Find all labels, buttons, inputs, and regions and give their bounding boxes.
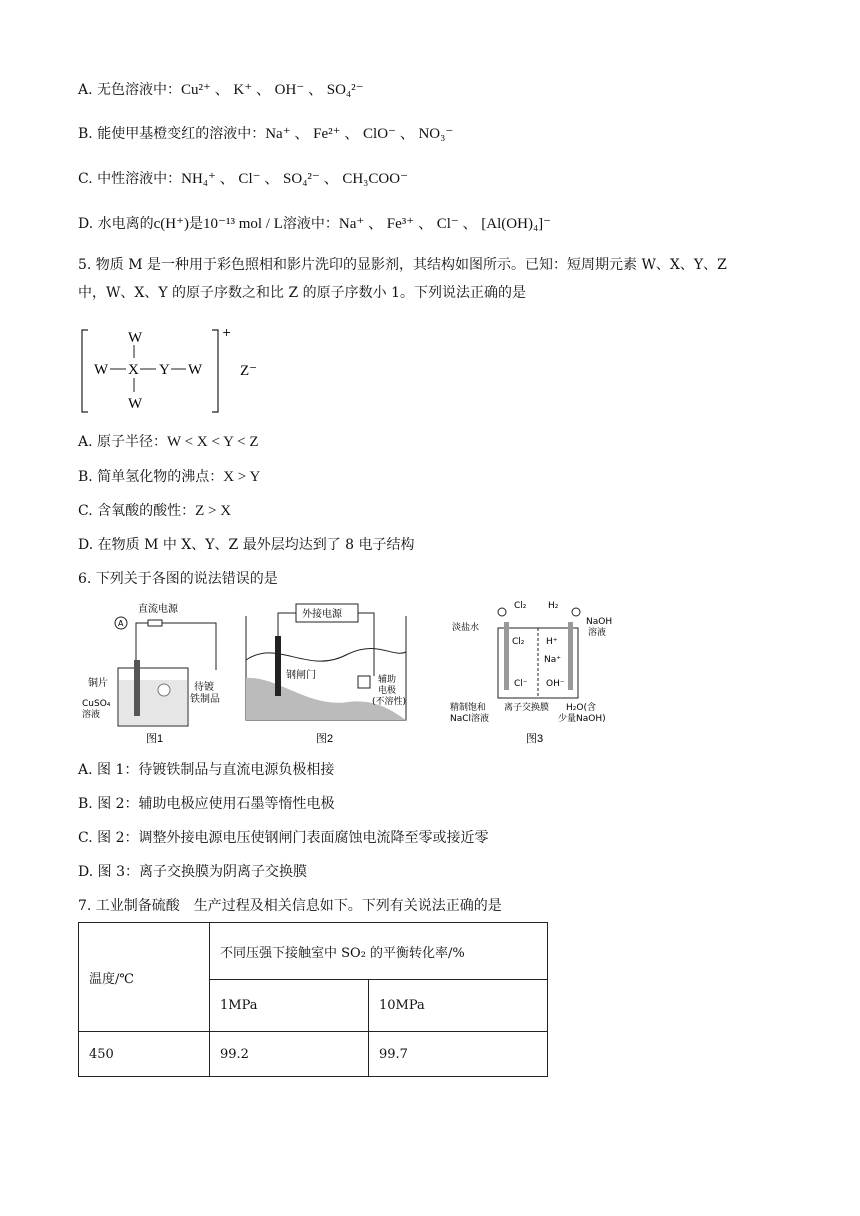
oh-label: OH⁻ — [546, 679, 565, 689]
q5-option-c — [78, 501, 231, 521]
question-text: 中，W、X、Y 的原子序数之和比 Z 的原子序数小 1。下列说法正确的是 — [78, 285, 527, 301]
cathode-icon — [572, 608, 580, 616]
aux-electrode-label — [372, 673, 406, 707]
row-v2: 99.7 — [369, 1032, 548, 1077]
cuso4-line-1: CuSO₄ — [82, 699, 111, 709]
structure-diagram — [78, 326, 278, 418]
iron-item-line-1: 待镀 — [194, 682, 214, 693]
q5-stem — [78, 251, 778, 307]
cl2-label: Cl₂ — [512, 637, 525, 647]
cuso4-line-2: 溶液 — [82, 710, 101, 720]
q4-option-a — [78, 80, 364, 100]
ion-list: NH₄⁺ 、 Cl⁻ 、 SO₄²⁻ 、 CH₃COO⁻ — [181, 171, 409, 187]
ion-list: Cu²⁺ 、 K⁺ 、 OH⁻ 、 SO₄²⁻ — [181, 82, 364, 98]
q6-option-b: B. 图 2：辅助电极应使用石墨等惰性电极 — [78, 796, 335, 812]
option-expr: X > Y — [223, 469, 261, 485]
figure-caption: 图2 — [316, 733, 334, 745]
iron-item-line-2: 铁制品 — [190, 694, 220, 705]
figure-caption: 图3 — [526, 733, 544, 745]
water-line-1: H₂O(含 — [566, 703, 596, 713]
q5-option-d — [78, 535, 415, 555]
option-label: B. 能使甲基橙变红的溶液中： — [78, 126, 266, 142]
atom-w-left: W — [94, 362, 109, 378]
concentration-value: 10⁻¹³ mol / L — [203, 216, 283, 232]
option-label: C. 中性溶液中： — [78, 171, 182, 187]
option-label: D. 在物质 M 中 X、Y、Z 最外层均达到了 8 电子结构 — [78, 537, 415, 553]
iron-item-label — [190, 680, 220, 705]
copper-label: 铜片 — [88, 678, 108, 689]
naoh-line-2: 溶液 — [588, 628, 607, 638]
feed-nacl-label — [450, 701, 489, 724]
rate-header: 不同压强下接触室中 SO₂ 的平衡转化率/% — [210, 923, 548, 980]
naoh-line-1: NaOH — [586, 617, 613, 627]
aux-line-3: (不溶性) — [372, 697, 407, 707]
atom-w-bottom: W — [128, 396, 143, 412]
option-expr: W < X < Y < Z — [167, 434, 259, 450]
q6-stem: 6. 下列关于各图的说法错误的是 — [78, 571, 278, 587]
copper-plate — [134, 660, 140, 716]
option-label: B. 简单氢化物的沸点： — [78, 469, 224, 485]
naoh-label — [586, 617, 612, 638]
atom-w-right: W — [188, 362, 203, 378]
brine-label: 淡盐水 — [452, 623, 480, 633]
cl2-out-label: Cl₂ — [514, 601, 527, 611]
conversion-table — [78, 922, 548, 1077]
figure-1 — [82, 602, 220, 745]
ion-list: Na⁺ 、 Fe³⁺ 、 Cl⁻ 、 [Al(OH)₄]⁻ — [338, 216, 552, 232]
figure-2 — [246, 604, 406, 745]
cl-label: Cl⁻ — [514, 679, 528, 689]
h-concentration: c(H⁺) — [153, 216, 190, 232]
atom-w-top: W — [128, 330, 143, 346]
row-temp: 450 — [79, 1032, 210, 1077]
hplus-label: H⁺ — [546, 637, 558, 647]
electrochemistry-figures — [78, 598, 618, 748]
aux-line-1: 辅助 — [378, 675, 397, 685]
na-label: Na⁺ — [544, 655, 561, 665]
iron-item — [158, 684, 170, 696]
steel-gate — [275, 636, 281, 696]
option-label: A. 原子半径： — [78, 434, 168, 450]
option-label: A. 无色溶液中： — [78, 82, 182, 98]
cuso4-label — [82, 699, 111, 720]
anion: Z⁻ — [240, 363, 258, 379]
h2-out-label: H₂ — [548, 601, 559, 611]
aux-line-2: 电极 — [378, 686, 397, 696]
water-line-2: 少量NaOH) — [558, 714, 606, 724]
option-expr: Z > X — [195, 503, 232, 519]
ion-list: Na⁺ 、 Fe²⁺ 、 ClO⁻ 、 NO₃⁻ — [265, 126, 454, 142]
pressure-1: 1MPa — [210, 980, 369, 1032]
figure-3 — [450, 601, 612, 745]
q4-option-d — [78, 214, 551, 234]
option-label: C. 含氧酸的酸性： — [78, 503, 196, 519]
anode-icon — [498, 608, 506, 616]
q4-option-c — [78, 169, 408, 189]
option-text: 是 — [189, 216, 204, 232]
q5-option-b — [78, 467, 260, 487]
membrane-label: 离子交换膜 — [504, 703, 550, 713]
q6-option-c: C. 图 2：调整外接电源电压使钢闸门表面腐蚀电流降至零或接近零 — [78, 830, 489, 846]
external-power-label: 外接电源 — [302, 609, 342, 620]
q4-option-b — [78, 124, 453, 144]
gate-label: 钢闸门 — [286, 670, 316, 681]
q5-option-a — [78, 432, 259, 452]
q6-option-d: D. 图 3：离子交换膜为阴离子交换膜 — [78, 864, 307, 880]
dc-power-icon — [148, 620, 162, 626]
row-v1: 99.2 — [210, 1032, 369, 1077]
dc-power-label: 直流电源 — [138, 604, 178, 615]
figure-caption: 图1 — [146, 733, 164, 745]
option-label: D. 水电离的 — [78, 216, 154, 232]
feed-line-1: 精制饱和 — [450, 703, 487, 713]
cation-charge: + — [222, 326, 232, 339]
ammeter-label: A — [118, 619, 124, 628]
q7-stem: 7. 工业制备硫酸 生产过程及相关信息如下。下列有关说法正确的是 — [78, 898, 502, 914]
temp-header: 温度/℃ — [79, 923, 210, 1032]
atom-x: X — [128, 362, 139, 378]
atom-y: Y — [159, 362, 170, 378]
aux-electrode — [358, 676, 370, 688]
question-text: 5. 物质 M 是一种用于彩色照相和影片洗印的显影剂，其结构如图所示。已知：短周期元素 W、X、Y、Z — [78, 257, 727, 273]
q6-option-a: A. 图 1：待镀铁制品与直流电源负极相接 — [78, 762, 335, 778]
feed-water-label — [558, 701, 606, 724]
feed-line-2: NaCl溶液 — [450, 714, 490, 724]
pressure-2: 10MPa — [369, 980, 548, 1032]
option-text: 溶液中： — [282, 216, 339, 232]
